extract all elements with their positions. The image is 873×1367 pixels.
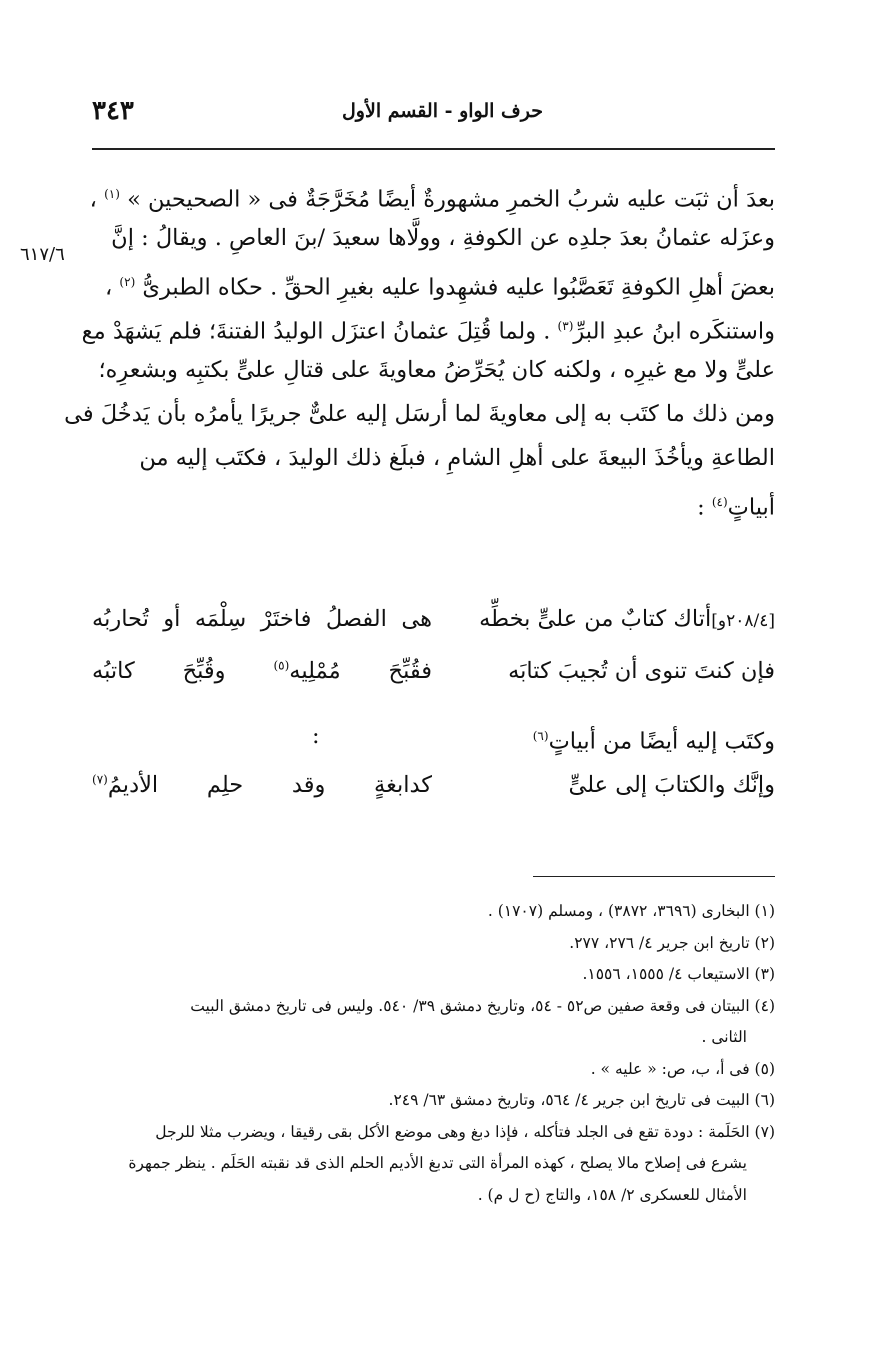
verse-second-hemistich: كدابغةٍ وقد حلِم الأديمُ$^{(٧)}$ <box>92 772 432 798</box>
verse-first-hemistich: [٢٠٨/٤و]أتاك كتابٌ من علىٍّ بخطِّه <box>479 606 775 632</box>
verse-second-hemistich: فقُبِّحَ مُمْلِيه$^{(٥)}$ وقُبِّحَ كاتبُه <box>92 658 433 684</box>
footnote: (١) البخارى (٣٦٩٦، ٣٨٧٢) ، ومسلم (١٧٠٧) . <box>487 902 775 920</box>
verse-first-hemistich: فإن كنتَ تنوى أن تُجيبَ كتابَه <box>508 658 775 684</box>
footnote: (٦) البيت فى تاريخ ابن جرير ٤/ ٥٦٤، وتاريخ دمشق ٦٣/ ٢٤٩. <box>388 1091 775 1109</box>
verse-line <box>92 606 775 658</box>
footnote-rule <box>533 876 775 877</box>
footnote-marker: (٦) <box>532 729 549 743</box>
page-header <box>92 96 775 134</box>
poem-verses <box>92 606 775 824</box>
page-number: ٣٤٣ <box>92 96 134 126</box>
footnote-marker: (٧) <box>92 772 108 787</box>
text-line: بعدَ أن ثبَت عليه شربُ الخمرِ مشهورةٌ أيضًا مُخَرَّجَةٌ فى « الصحيحين » $^{(١)}$ ، <box>89 186 775 213</box>
footnote: (٤) البيتان فى وقعة صفين ص٥٢ - ٥٤، وتاريخ دمشق ٣٩/ ٥٤٠. وليس فى تاريخ دمشق البيت الثانى . <box>190 996 775 1046</box>
interline-text: وكتَب إليه أيضًا من أبياتٍ$^{(٦)}$ : <box>312 723 775 755</box>
footnote-marker: (١) <box>104 187 120 201</box>
verse-reference: [٢٠٨/٤و] <box>711 611 775 631</box>
text-line: أبياتٍ$^{(٤)}$ : <box>697 494 775 521</box>
footnote-marker: (٢) <box>119 275 136 289</box>
header-rule <box>92 148 775 150</box>
text-line: وعزَله عثمانُ بعدَ جلدِه عن الكوفةِ ، وولَّاها سعيدَ /بنَ العاصِ . ويقالُ : إنَّ <box>111 225 775 251</box>
footnote-marker: (٤) <box>711 495 728 509</box>
footnote: (٥) فى أ، ب، ص: « عليه » . <box>590 1059 775 1078</box>
footnote: (٢) تاريخ ابن جرير ٤/ ٢٧٦، ٢٧٧. <box>569 933 775 952</box>
margin-reference: ٦١٧/٦ <box>20 244 65 265</box>
running-title: حرف الواو - القسم الأول <box>342 100 543 122</box>
footnote: (٧) الحَلَمة : دودة تقع فى الجلد فتأكله ، فإذا دبغ وهى موضع الأكل بقى رقيقا ، ويضرب مثلا للرجل يشرع فى إصلاح مالا يصلح ، كهذه المرأة التى تدبغ الأديم الحلم الذى قد نقبته الحَلَم . ينظر جمهرة الأمثال للعسكرى ٢/ ١٥٨، والتاج (ح ل م) . <box>128 1122 775 1204</box>
main-text <box>64 172 775 524</box>
text-line: بعضَ أهلِ الكوفةِ تَعَصَّبُوا عليه فشهِدوا عليه بغيرِ الحقِّ . حكاه الطبرىُّ $^{(٢)}$ ، <box>105 274 775 301</box>
footnote-marker: (٣) <box>557 319 574 333</box>
text-line: واستنكَره ابنُ عبدِ البرِّ$^{(٣)}$ . ولما قُتِلَ عثمانُ اعتزَل الوليدُ الفتنةَ؛ فلم يَشهَدْ مع <box>81 318 775 345</box>
verse-first-hemistich: وإنَّك والكتابَ إلى علىٍّ <box>568 772 775 798</box>
footnote: (٣) الاستيعاب ٤/ ١٥٥٥، ١٥٥٦. <box>582 965 775 983</box>
text-line: الطاعةِ ويأخُذَ البيعةَ على أهلِ الشامِ ، فبلَغ ذلك الوليدَ ، فكتَب إليه من <box>139 445 775 471</box>
footnote-marker: (٥) <box>273 658 290 673</box>
footnotes <box>92 896 775 1211</box>
verse-line <box>92 772 775 824</box>
text-line: ومن ذلك ما كتَب به إلى معاويةَ لما أرسَل إليه علىٌّ جريرًا يأمرُه بأن يَدخُلَ فى <box>64 401 775 427</box>
verse-second-hemistich: هى الفصلُ فاختَرْ سِلْمَه أو تُحاربُه <box>92 606 432 632</box>
verse-line <box>92 658 775 710</box>
text-line: علىٍّ ولا مع غيرِه ، ولكنه كان يُحَرِّضُ معاويةَ على قتالِ علىٍّ بكتبِه وبشعرِه؛ <box>98 357 775 383</box>
